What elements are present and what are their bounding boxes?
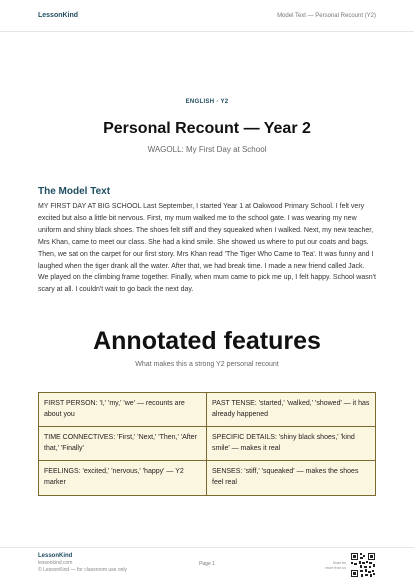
feature-cell-specific-details: SPECIFIC DETAILS: 'shiny black shoes,' 'kind smile' — makes it real — [207, 427, 375, 461]
document-title: Model Text — Personal Recount (Y2) — [277, 12, 376, 19]
page-title: Personal Recount — Year 2 — [103, 120, 311, 137]
feature-cell-first-person: FIRST PERSON: 'I,' 'my,' 'we' — recounts are about you — [39, 393, 207, 427]
model-text-section — [38, 186, 376, 296]
feature-cell-feelings: FEELINGS: 'excited,' 'nervous,' 'happy' — Y2 marker — [39, 461, 207, 495]
annotated-features-subtitle: What makes this a strong Y2 personal recount — [135, 361, 279, 368]
qr-caption — [318, 561, 346, 570]
feature-cell-past-tense: PAST TENSE: 'started,' 'walked,' 'showed' — it has already happened — [207, 393, 375, 427]
annotated-features-title: Annotated features — [93, 327, 321, 355]
feature-cell-senses: SENSES: 'stiff,' 'squeaked' — makes the shoes feel real — [212, 468, 359, 486]
subject-kicker: ENGLISH · Y2 — [185, 99, 229, 105]
model-text-heading: The Model Text — [38, 186, 111, 197]
page-number: Page 1 — [199, 561, 215, 567]
page-footer — [0, 547, 414, 585]
features-table — [38, 392, 376, 496]
footer-website-link[interactable]: lessonkind.com — [38, 560, 73, 566]
model-text-body: MY FIRST DAY AT BIG SCHOOL Last September, I started Year 1 at Oakwood Primary School. I felt very excited but also a little bit nervous. First, my mum walked me to the school gate. I was wearing my new uniform and shiny black shoes. The shoes felt stiff and they squeaked when I walked. Next, my new teacher, Mrs Khan, came to meet our class. She had a kind smile. She showed us where to put our coats and bags. Then, we sat on the carpet for our first story. Mrs Khan read 'The Tiger Who Came to Tea'. It was funny and I laughed when the tiger drank all the water. After that, we had break time. I made a new friend called Jack. We played on the climbing frame together. Finally, when mum came to pick me up, I felt happy. School wasn't scary at all. I couldn't wait to go back the next day. — [38, 203, 376, 294]
feature-cell-time-connectives: TIME CONNECTIVES: 'First,' 'Next,' 'Then,' 'After that,' 'Finally' — [39, 427, 207, 461]
qr-code-icon[interactable] — [350, 552, 376, 578]
qr-caption-line2: more from us — [325, 565, 346, 570]
brand-logo-text: LessonKind — [38, 12, 79, 19]
footer-copyright: © LessonKind — for classroom use only — [38, 566, 128, 573]
page-header — [0, 0, 414, 32]
footer-brand: LessonKind — [38, 553, 73, 559]
qr-caption-line1: Scan for — [332, 561, 346, 565]
page-subtitle: WAGOLL: My First Day at School — [147, 145, 267, 154]
